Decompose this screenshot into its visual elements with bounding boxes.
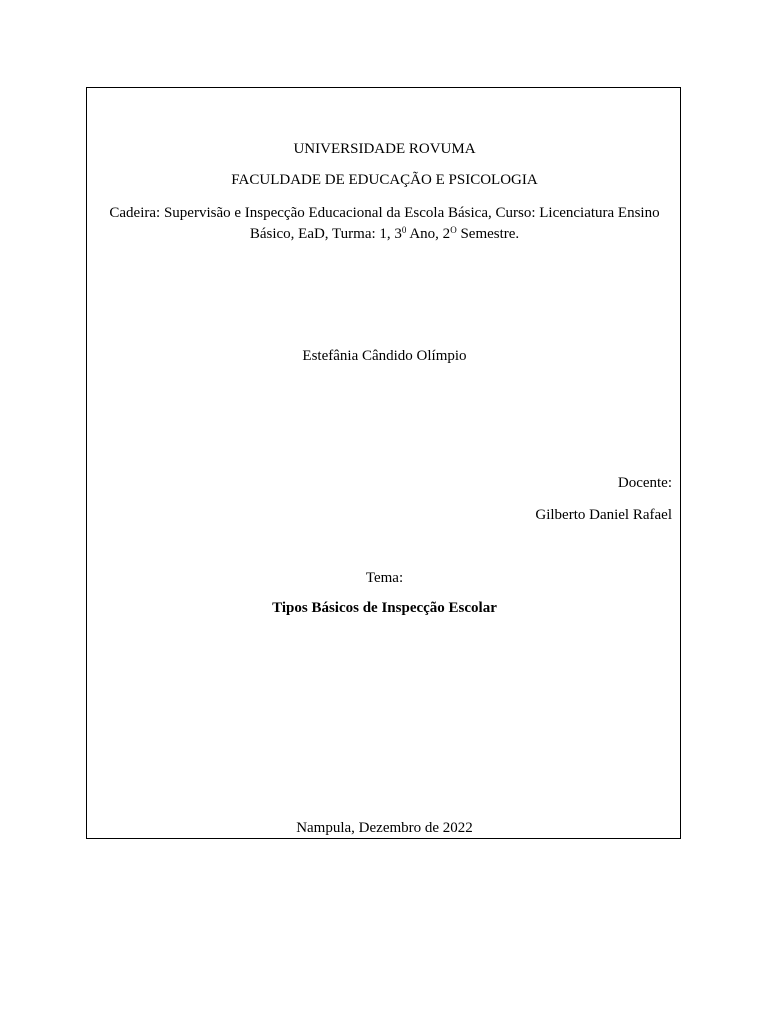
year-superscript: 0 [401,225,407,235]
theme-label: Tema: [365,570,404,586]
student-name: Estefânia Cândido Olímpio [302,348,467,364]
course-line-2-part-2: Ano, 2 [406,226,451,242]
semester-superscript: O [450,225,457,235]
cover-page-frame [86,87,681,839]
theme-title: Tipos Básicos de Inspecção Escolar [272,600,497,616]
teacher-label: Docente: [617,475,672,491]
course-line-2-part-3: Semestre. [456,226,520,242]
course-info [93,203,676,245]
university-name: UNIVERSIDADE ROVUMA [293,141,476,157]
faculty-name: FACULDADE DE EDUCAÇÃO E PSICOLOGIA [231,172,538,188]
course-line-1: Cadeira: Supervisão e Inspecção Educacional da Escola Básica, Curso: Licenciatura Ensino [109,205,660,221]
course-line-2-part-1: Básico, EaD, Turma: 1, 3 [249,226,402,242]
place-and-date: Nampula, Dezembro de 2022 [296,820,473,836]
teacher-name: Gilberto Daniel Rafael [535,507,672,523]
